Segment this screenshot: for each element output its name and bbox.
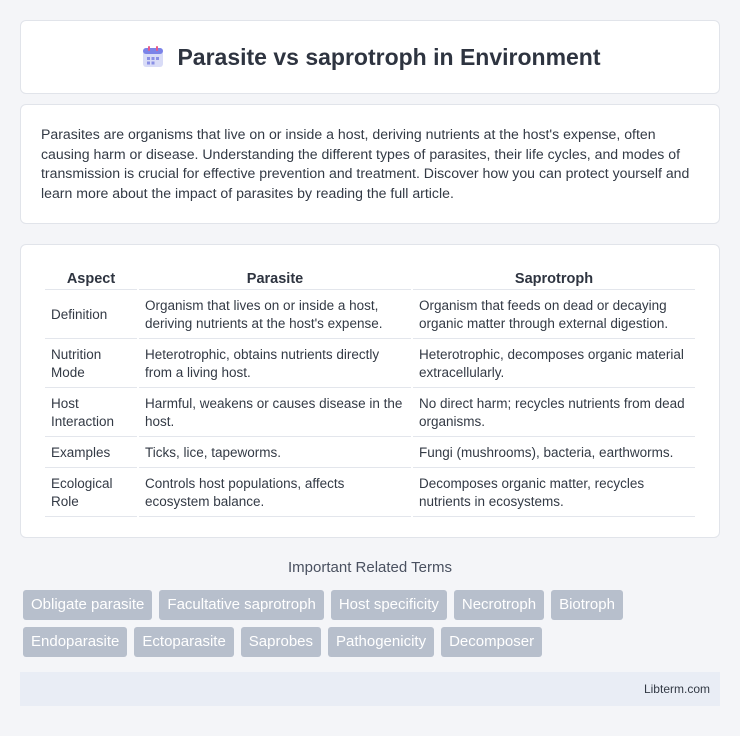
page-title: Parasite vs saprotroph in Environment xyxy=(177,43,601,70)
tag-facultative-saprotroph[interactable]: Facultative saprotroph xyxy=(159,590,323,620)
tag-necrotroph[interactable]: Necrotroph xyxy=(454,590,544,620)
table-header-row xyxy=(45,267,695,290)
table-row xyxy=(45,341,695,388)
tag-saprobes[interactable]: Saprobes xyxy=(241,627,321,657)
cell-aspect: Ecological Role xyxy=(45,470,137,517)
header-parasite: Parasite xyxy=(139,267,411,290)
cell-saprotroph: Heterotrophic, decomposes organic material extracellularly. xyxy=(413,341,695,388)
table-row xyxy=(45,390,695,437)
header-aspect: Aspect xyxy=(45,267,137,290)
cell-saprotroph: No direct harm; recycles nutrients from dead organisms. xyxy=(413,390,695,437)
footer-brand-link[interactable]: Libterm.com xyxy=(643,682,710,696)
related-terms-title: Important Related Terms xyxy=(288,559,452,576)
intro-card xyxy=(20,104,720,224)
comparison-table-card xyxy=(20,244,720,538)
cell-saprotroph: Organism that feeds on dead or decaying organic matter through external digestion. xyxy=(413,292,695,339)
cell-saprotroph: Fungi (mushrooms), bacteria, earthworms. xyxy=(413,439,695,468)
tag-obligate-parasite[interactable]: Obligate parasite xyxy=(23,590,152,620)
header-card xyxy=(20,20,720,94)
tag-ectoparasite[interactable]: Ectoparasite xyxy=(134,627,233,657)
cell-aspect: Nutrition Mode xyxy=(45,341,137,388)
calendar-icon xyxy=(139,43,167,71)
cell-parasite: Harmful, weakens or causes disease in the host. xyxy=(139,390,411,437)
cell-parasite: Ticks, lice, tapeworms. xyxy=(139,439,411,468)
cell-parasite: Controls host populations, affects ecosystem balance. xyxy=(139,470,411,517)
intro-text: Parasites are organisms that live on or inside a host, deriving nutrients at the host's expense, often causing harm or disease. Understanding the different types of parasites, their life cycles, and modes of transmission is crucial for effective prevention and treatment. Discover how you can protect yourself and learn more about the impact of parasites by reading the full article. xyxy=(41,126,690,201)
footer xyxy=(20,672,720,706)
tag-host-specificity[interactable]: Host specificity xyxy=(331,590,447,620)
related-terms-list xyxy=(23,590,723,657)
cell-saprotroph: Decomposes organic matter, recycles nutrients in ecosystems. xyxy=(413,470,695,517)
cell-aspect: Host Interaction xyxy=(45,390,137,437)
cell-parasite: Heterotrophic, obtains nutrients directly from a living host. xyxy=(139,341,411,388)
cell-aspect: Definition xyxy=(45,292,137,339)
tag-endoparasite[interactable]: Endoparasite xyxy=(23,627,127,657)
cell-aspect: Examples xyxy=(45,439,137,468)
table-row xyxy=(45,292,695,339)
table-row xyxy=(45,470,695,517)
comparison-table xyxy=(43,265,697,519)
table-row xyxy=(45,439,695,468)
cell-parasite: Organism that lives on or inside a host, deriving nutrients at the host's expense. xyxy=(139,292,411,339)
tag-pathogenicity[interactable]: Pathogenicity xyxy=(328,627,434,657)
header-saprotroph: Saprotroph xyxy=(413,267,695,290)
tag-decomposer[interactable]: Decomposer xyxy=(441,627,542,657)
tag-biotroph[interactable]: Biotroph xyxy=(551,590,623,620)
